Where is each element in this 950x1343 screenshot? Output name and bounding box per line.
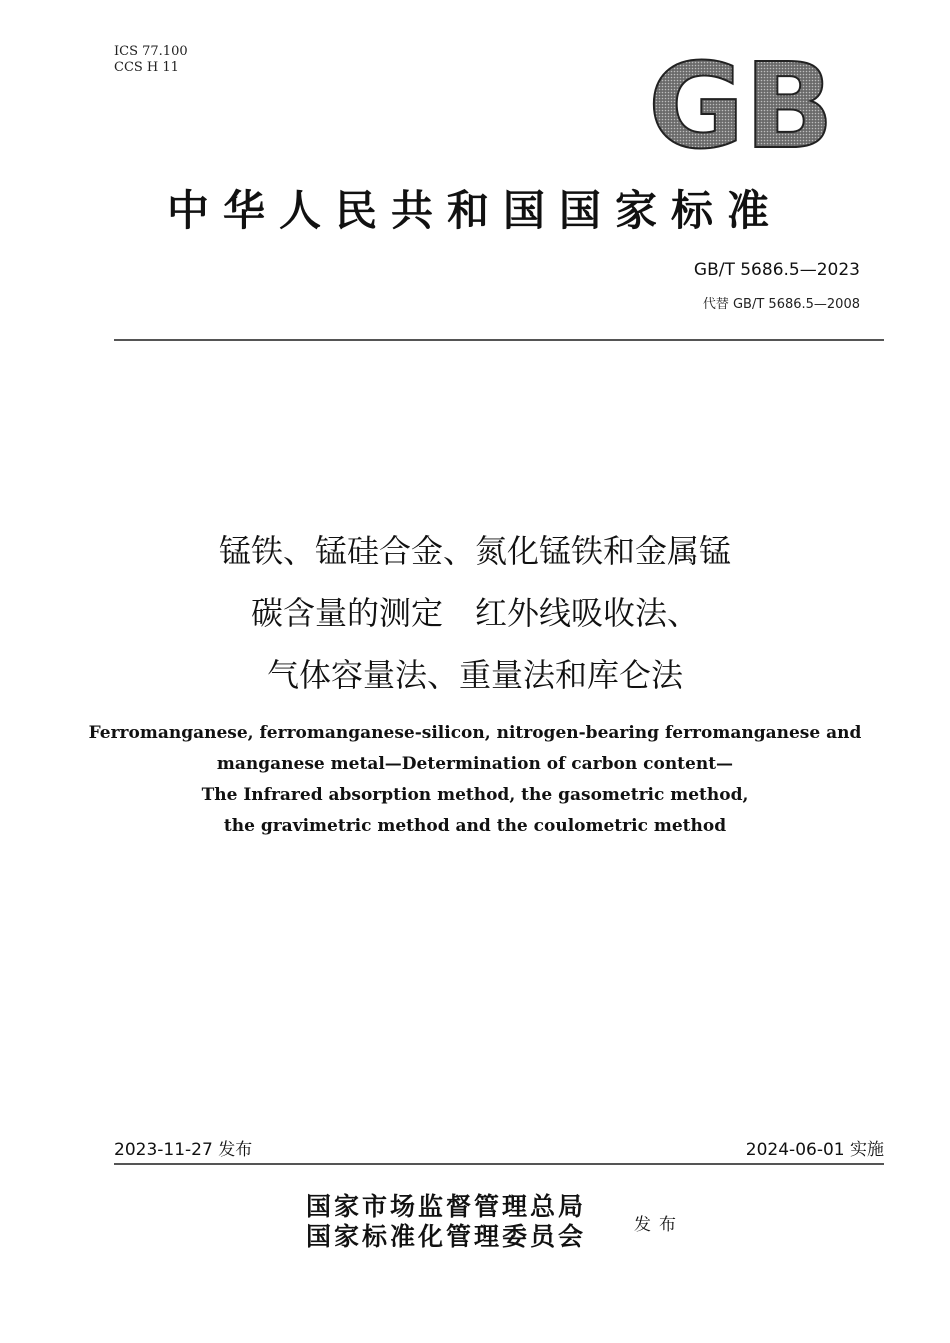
implementation-date: 2024-06-01 实施 <box>745 1140 884 1160</box>
english-title-line: Ferromanganese, ferromanganese-silicon, nitrogen-bearing ferromanganese and <box>88 723 862 743</box>
ics-code: ICS 77.100 <box>114 44 188 59</box>
chinese-title <box>0 520 950 706</box>
classification-codes <box>114 44 188 76</box>
national-standard-title: 中华人民共和国国家标准 <box>166 186 783 235</box>
issuing-authorities <box>306 1192 586 1252</box>
chinese-title-line: 碳含量的测定 红外线吸收法、 <box>250 594 699 632</box>
chinese-title-line: 锰铁、锰硅合金、氮化锰铁和金属锰 <box>218 532 731 570</box>
top-divider <box>114 339 884 341</box>
chinese-title-line: 气体容量法、重量法和库仑法 <box>266 656 683 694</box>
ccs-code: CCS H 11 <box>114 60 179 75</box>
issuer-name: 国家标准化管理委员会 <box>306 1222 587 1251</box>
gb-logo-text: GB <box>648 55 834 155</box>
english-title-line: manganese metal—Determination of carbon content— <box>216 754 734 774</box>
publish-label: 发布 <box>634 1215 684 1235</box>
issuer-name: 国家市场监督管理总局 <box>306 1192 587 1221</box>
gb-logo <box>646 55 836 155</box>
bottom-divider <box>114 1163 884 1165</box>
standard-number: GB/T 5686.5—2023 <box>693 260 860 280</box>
english-title-line: the gravimetric method and the coulometric method <box>223 816 727 836</box>
english-title <box>0 718 950 842</box>
english-title-line: The Infrared absorption method, the gasometric method, <box>201 785 749 805</box>
issue-date: 2023-11-27 发布 <box>114 1140 253 1160</box>
replaces-standard: 代替 GB/T 5686.5—2008 <box>702 297 860 312</box>
